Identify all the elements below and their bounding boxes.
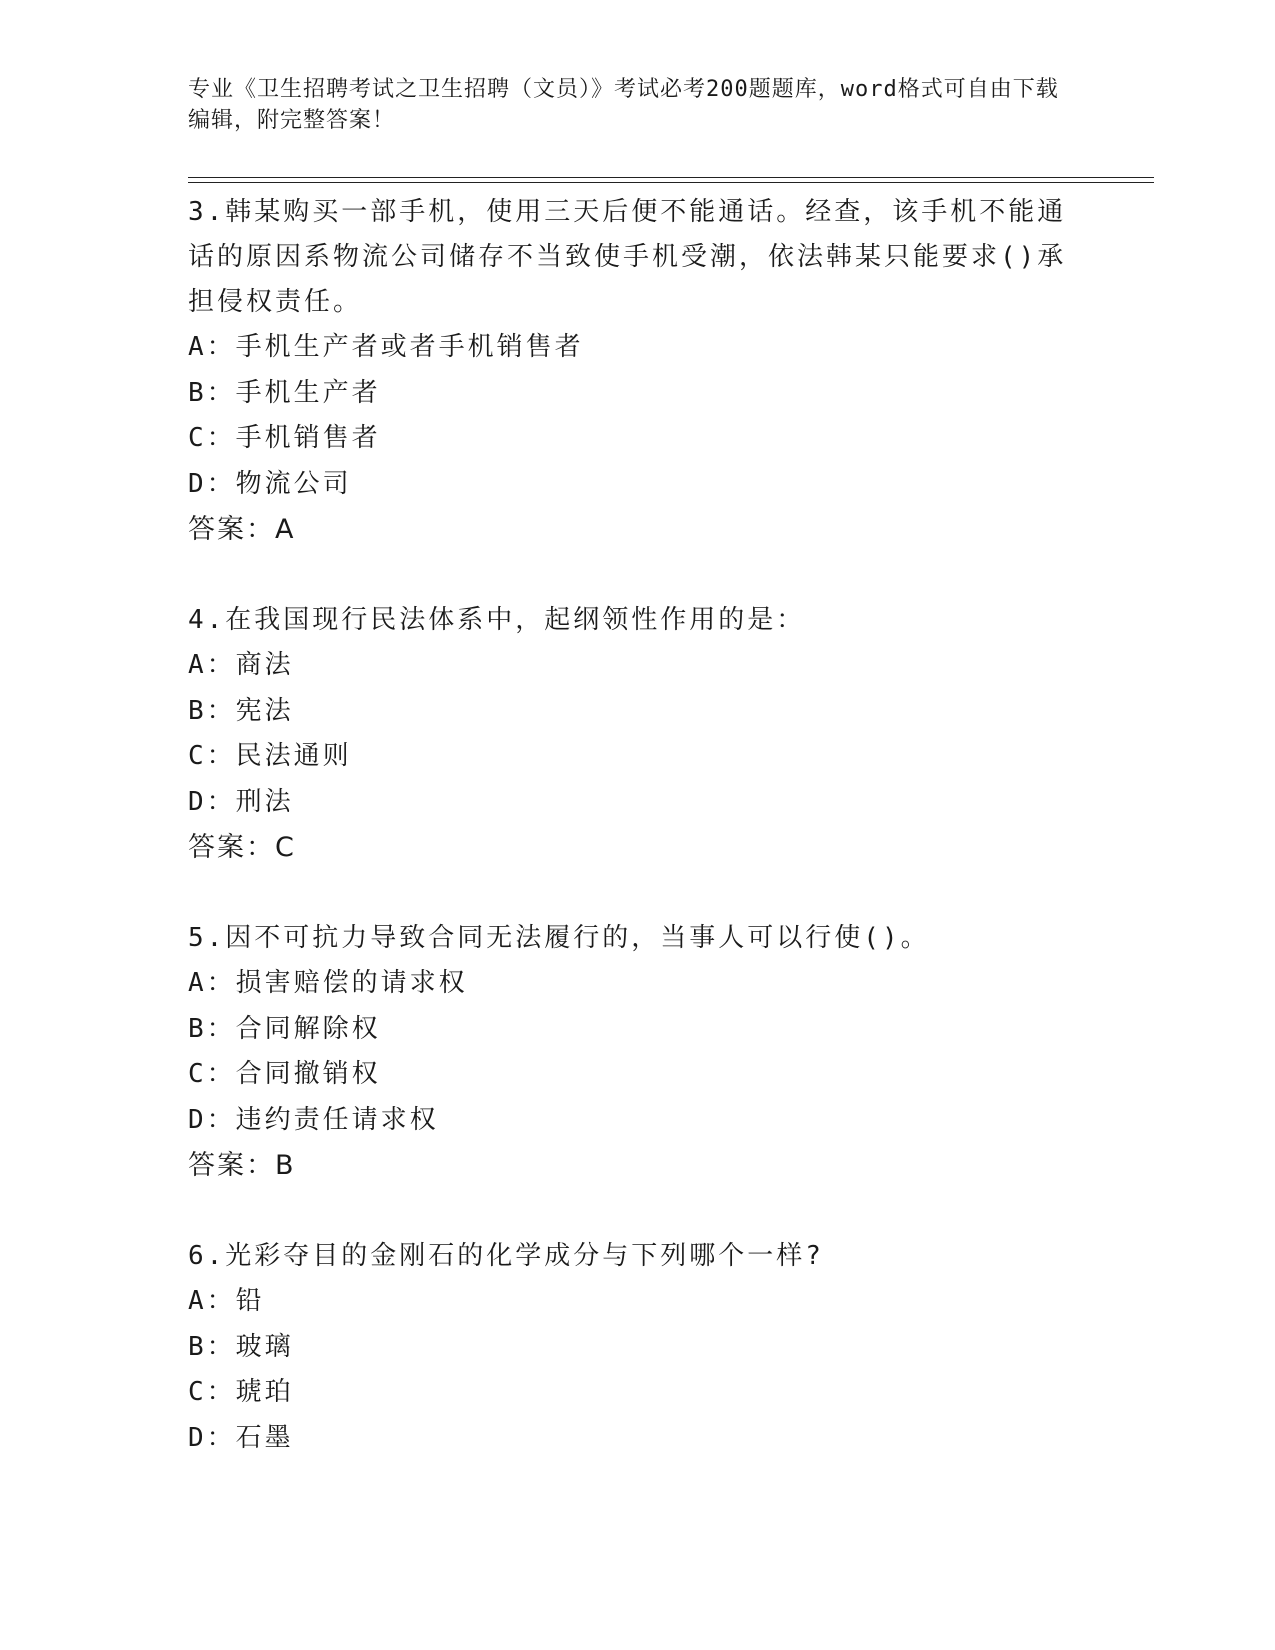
option-b: B：合同解除权	[188, 1013, 381, 1044]
question-list	[188, 190, 1068, 1461]
option-c: C：琥珀	[188, 1377, 294, 1407]
question-3	[188, 190, 1068, 552]
question-spacer	[188, 870, 1068, 916]
question-spacer	[188, 1188, 1068, 1234]
option-b: B：玻璃	[188, 1331, 294, 1362]
option-c: C：手机销售者	[188, 423, 381, 453]
option-a: A：铅	[188, 1286, 265, 1316]
document-header: 专业《卫生招聘考试之卫生招聘（文员）》考试必考200题题库，word格式可自由下载编辑，附完整答案！	[188, 77, 1059, 133]
option-a: A：损害赔偿的请求权	[188, 968, 468, 998]
question-stem: 4.在我国现行民法体系中，起纲领性作用的是：	[188, 605, 806, 635]
question-4	[188, 598, 1068, 870]
header-rule-top	[188, 177, 1154, 178]
option-d: D：违约责任请求权	[188, 1104, 439, 1135]
option-c: C：民法通则	[188, 741, 352, 771]
question-6	[188, 1234, 1068, 1461]
question-spacer	[188, 552, 1068, 598]
question-stem: 6.光彩夺目的金刚石的化学成分与下列哪个一样?	[188, 1241, 824, 1271]
question-stem: 5.因不可抗力导致合同无法履行的，当事人可以行使()。	[188, 923, 930, 953]
option-d: D：石墨	[188, 1422, 294, 1453]
header-rule-bottom	[188, 182, 1154, 183]
option-c: C：合同撤销权	[188, 1059, 381, 1089]
answer-label: 答案：B	[188, 1150, 296, 1181]
question-5	[188, 916, 1068, 1188]
option-d: D：刑法	[188, 786, 294, 817]
answer-label: 答案：A	[188, 514, 296, 545]
option-b: B：宪法	[188, 695, 294, 726]
option-d: D：物流公司	[188, 468, 352, 499]
question-stem: 3.韩某购买一部手机，使用三天后便不能通话。经查，该手机不能通话的原因系物流公司储存不当致使手机受潮，依法韩某只能要求()承担侵权责任。	[188, 197, 1067, 317]
option-a: A：商法	[188, 650, 294, 680]
answer-label: 答案：C	[188, 832, 296, 863]
option-a: A：手机生产者或者手机销售者	[188, 332, 584, 362]
option-b: B：手机生产者	[188, 377, 381, 408]
